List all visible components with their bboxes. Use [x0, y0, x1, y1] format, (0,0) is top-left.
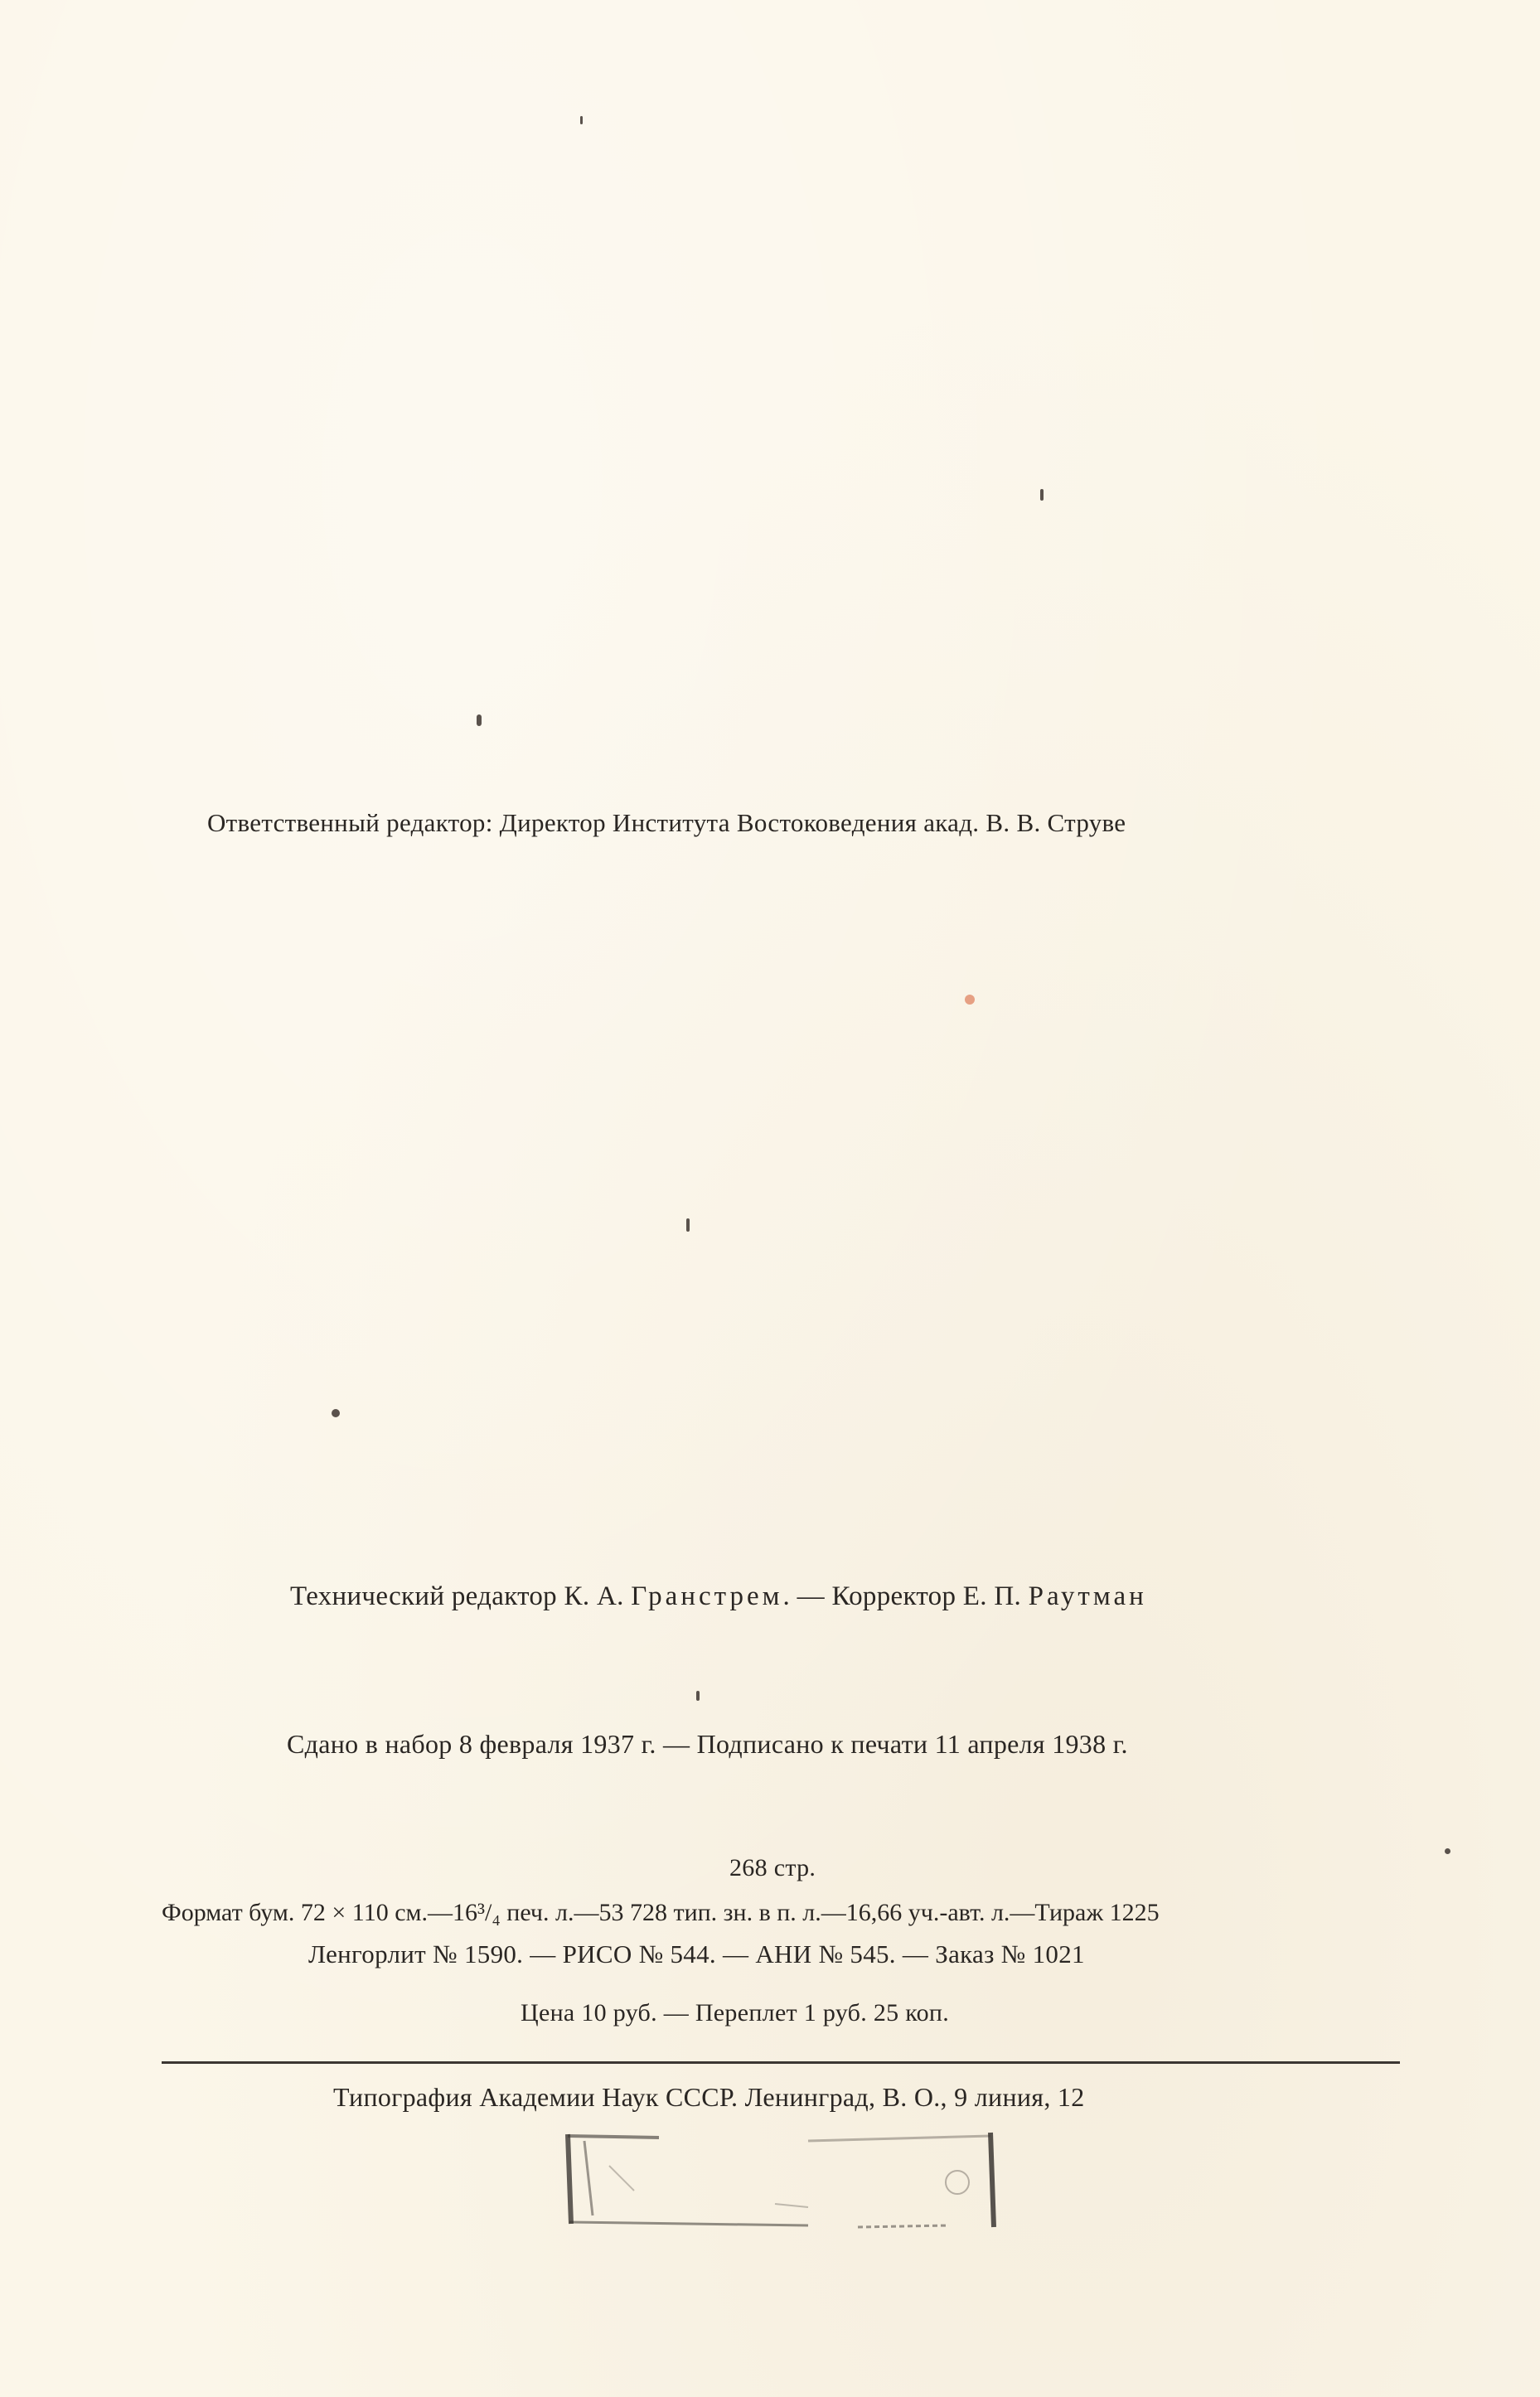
- paper-speck: [696, 1691, 700, 1701]
- license-numbers-line: Ленгорлит № 1590. — РИСО № 544. — АНИ № 545. — Заказ № 1021: [308, 1939, 1085, 1968]
- paper-speck: [332, 1409, 340, 1417]
- divider-rule: [162, 2061, 1400, 2064]
- format-line: Формат бум. 72 × 110 см.—16³/₄ печ. л.—53 728 тип. зн. в п. л.—16,66 уч.-авт. л.—Тираж 1225: [162, 1899, 1160, 1926]
- paper-speck: [477, 714, 482, 726]
- technical-editor-prefix: Технический редактор К. А.: [290, 1581, 632, 1611]
- paper-speck: [580, 116, 583, 124]
- corrector-prefix: . — Корректор Е. П.: [782, 1581, 1029, 1611]
- paper-speck: [686, 1218, 690, 1232]
- paper-speck: [1040, 489, 1044, 501]
- corrector-name: Раутман: [1028, 1581, 1147, 1611]
- technical-editor-line: [290, 1581, 1147, 1612]
- library-stamp: [559, 2124, 1007, 2237]
- technical-editor-name: Гранстрем: [631, 1581, 783, 1611]
- typeset-signed-line: Сдано в набор 8 февраля 1937 г. — Подписано к печати 11 апреля 1938 г.: [287, 1729, 1128, 1759]
- paper-speck: [965, 995, 975, 1005]
- printer-line: Типография Академии Наук СССР. Ленинград, В. О., 9 линия, 12: [333, 2082, 1085, 2112]
- page-count: 268 стр.: [729, 1854, 816, 1881]
- paper-speck: [1445, 1848, 1450, 1854]
- price-line: Цена 10 руб. — Переплет 1 руб. 25 коп.: [521, 1999, 950, 2027]
- responsible-editor-line: Ответственный редактор: Директор Института Востоковедения акад. В. В. Струве: [207, 808, 1126, 837]
